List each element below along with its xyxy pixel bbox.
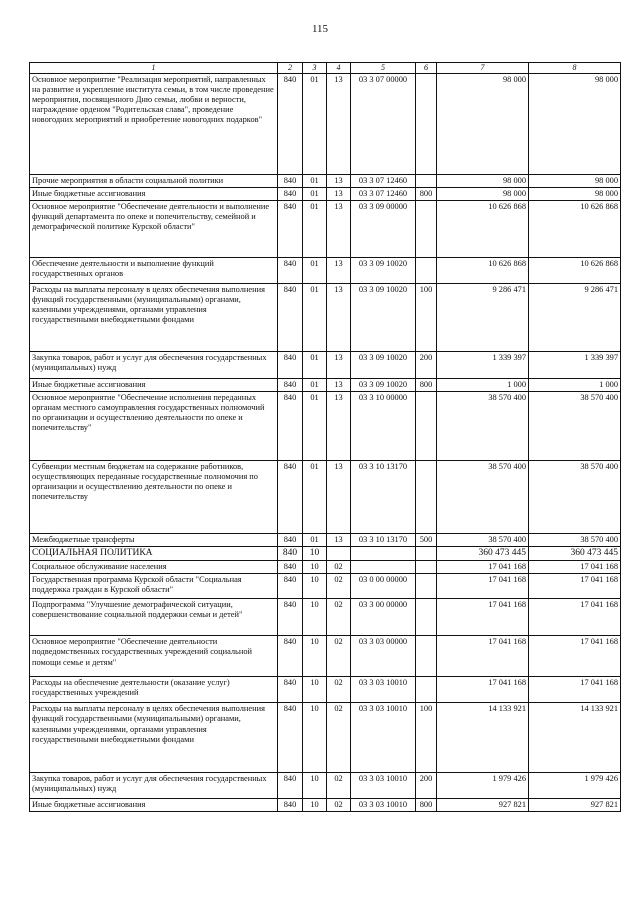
section-code: 01 xyxy=(303,283,327,351)
section-code: 01 xyxy=(303,351,327,378)
amount-column-8: 927 821 xyxy=(529,799,621,812)
row-name: Основное мероприятие "Реализация мероприятий, направленных на развитие и укрепление института семьи, в том числе проведение мероприятия, посвященного Дню семьи, любви и верности, награждение орденом "Родительская слава", проведение новогодних мероприятий и приобретение новогодних подарков" xyxy=(30,73,278,174)
section-code: 01 xyxy=(303,257,327,283)
target-article-code: 03 3 03 10010 xyxy=(351,773,416,799)
expense-type-code xyxy=(416,561,437,574)
grbs-code: 840 xyxy=(278,546,303,560)
budget-table xyxy=(29,62,621,812)
row-name: Прочие мероприятия в области социальной политики xyxy=(30,174,278,187)
grbs-code: 840 xyxy=(278,574,303,599)
row-name: Закупка товаров, работ и услуг для обеспечения государственных (муниципальных) нужд xyxy=(30,351,278,378)
section-code: 10 xyxy=(303,677,327,703)
subsection-code: 13 xyxy=(327,174,351,187)
section-code: 10 xyxy=(303,773,327,799)
expense-type-code: 800 xyxy=(416,187,437,200)
grbs-code: 840 xyxy=(278,73,303,174)
subsection-code: 02 xyxy=(327,677,351,703)
table-row xyxy=(30,677,621,703)
row-name: Основное мероприятие "Обеспечение деятельности и выполнение функций департамента по опеке и попечительству, семейной и демографической политике Курской области" xyxy=(30,200,278,257)
section-code: 01 xyxy=(303,378,327,391)
table-row xyxy=(30,187,621,200)
table-row xyxy=(30,73,621,174)
table-row xyxy=(30,378,621,391)
target-article-code: 03 3 10 13170 xyxy=(351,533,416,546)
header-row xyxy=(30,63,621,74)
amount-column-8: 1 979 426 xyxy=(529,773,621,799)
target-article-code: 03 3 10 00000 xyxy=(351,391,416,460)
subsection-code: 13 xyxy=(327,73,351,174)
subsection-code: 02 xyxy=(327,799,351,812)
row-name: Расходы на выплаты персоналу в целях обеспечения выполнения функций государственными (муниципальными) органами, казенными учреждениями, органами управления государственными внебюджетными фондами xyxy=(30,283,278,351)
grbs-code: 840 xyxy=(278,283,303,351)
column-header: 7 xyxy=(437,63,529,74)
table-row xyxy=(30,200,621,257)
subsection-code: 13 xyxy=(327,257,351,283)
target-article-code: 03 3 00 00000 xyxy=(351,599,416,636)
expense-type-code: 800 xyxy=(416,799,437,812)
row-name: Государственная программа Курской области "Социальная поддержка граждан в Курской области" xyxy=(30,574,278,599)
expense-type-code: 100 xyxy=(416,283,437,351)
amount-column-7: 98 000 xyxy=(437,174,529,187)
grbs-code: 840 xyxy=(278,200,303,257)
table-row xyxy=(30,561,621,574)
subsection-code: 13 xyxy=(327,200,351,257)
expense-type-code: 200 xyxy=(416,773,437,799)
target-article-code: 03 3 03 10010 xyxy=(351,677,416,703)
row-name: Межбюджетные трансферты xyxy=(30,533,278,546)
section-code: 01 xyxy=(303,533,327,546)
table-row xyxy=(30,799,621,812)
table-row xyxy=(30,533,621,546)
target-article-code: 03 3 10 13170 xyxy=(351,460,416,533)
expense-type-code xyxy=(416,460,437,533)
section-code: 10 xyxy=(303,799,327,812)
grbs-code: 840 xyxy=(278,599,303,636)
subsection-code: 02 xyxy=(327,703,351,773)
expense-type-code: 500 xyxy=(416,533,437,546)
expense-type-code xyxy=(416,574,437,599)
amount-column-7: 17 041 168 xyxy=(437,561,529,574)
amount-column-8: 17 041 168 xyxy=(529,677,621,703)
grbs-code: 840 xyxy=(278,378,303,391)
amount-column-8: 9 286 471 xyxy=(529,283,621,351)
target-article-code xyxy=(351,546,416,560)
target-article-code: 03 3 03 00000 xyxy=(351,636,416,677)
amount-column-7: 17 041 168 xyxy=(437,677,529,703)
amount-column-8: 1 000 xyxy=(529,378,621,391)
subsection-code: 13 xyxy=(327,533,351,546)
amount-column-8: 98 000 xyxy=(529,73,621,174)
grbs-code: 840 xyxy=(278,351,303,378)
amount-column-8: 1 339 397 xyxy=(529,351,621,378)
section-code: 10 xyxy=(303,546,327,560)
grbs-code: 840 xyxy=(278,391,303,460)
section-code: 10 xyxy=(303,636,327,677)
section-code: 01 xyxy=(303,391,327,460)
table-row xyxy=(30,351,621,378)
amount-column-8: 38 570 400 xyxy=(529,391,621,460)
expense-type-code xyxy=(416,200,437,257)
amount-column-8: 98 000 xyxy=(529,174,621,187)
amount-column-8: 17 041 168 xyxy=(529,599,621,636)
amount-column-7: 38 570 400 xyxy=(437,391,529,460)
expense-type-code xyxy=(416,174,437,187)
subsection-code: 13 xyxy=(327,378,351,391)
target-article-code: 03 3 03 10010 xyxy=(351,703,416,773)
table-row xyxy=(30,773,621,799)
table-row xyxy=(30,574,621,599)
column-header: 1 xyxy=(30,63,278,74)
subsection-code: 02 xyxy=(327,636,351,677)
row-name: Социальное обслуживание населения xyxy=(30,561,278,574)
page-number: 115 xyxy=(311,23,329,35)
row-name: Иные бюджетные ассигнования xyxy=(30,799,278,812)
amount-column-7: 10 626 868 xyxy=(437,257,529,283)
section-code: 01 xyxy=(303,174,327,187)
amount-column-7: 17 041 168 xyxy=(437,574,529,599)
subsection-code: 13 xyxy=(327,391,351,460)
subsection-code: 13 xyxy=(327,283,351,351)
table-row xyxy=(30,460,621,533)
table-row xyxy=(30,174,621,187)
grbs-code: 840 xyxy=(278,703,303,773)
column-header: 5 xyxy=(351,63,416,74)
target-article-code: 03 3 09 00000 xyxy=(351,200,416,257)
row-name: Иные бюджетные ассигнования xyxy=(30,187,278,200)
column-header: 2 xyxy=(278,63,303,74)
target-article-code: 03 3 09 10020 xyxy=(351,351,416,378)
amount-column-7: 360 473 445 xyxy=(437,546,529,560)
section-code: 10 xyxy=(303,561,327,574)
subsection-code: 13 xyxy=(327,460,351,533)
grbs-code: 840 xyxy=(278,677,303,703)
grbs-code: 840 xyxy=(278,561,303,574)
grbs-code: 840 xyxy=(278,257,303,283)
row-name: Закупка товаров, работ и услуг для обеспечения государственных (муниципальных) нужд xyxy=(30,773,278,799)
section-code: 01 xyxy=(303,460,327,533)
target-article-code xyxy=(351,561,416,574)
row-name: Обеспечение деятельности и выполнение функций государственных органов xyxy=(30,257,278,283)
grbs-code: 840 xyxy=(278,187,303,200)
amount-column-8: 38 570 400 xyxy=(529,533,621,546)
table-row xyxy=(30,703,621,773)
section-code: 10 xyxy=(303,574,327,599)
subsection-code xyxy=(327,546,351,560)
row-name: Расходы на выплаты персоналу в целях обеспечения выполнения функций государственными (муниципальными) органами, казенными учреждениями, органами управления государственными внебюджетными фондами xyxy=(30,703,278,773)
amount-column-8: 98 000 xyxy=(529,187,621,200)
subsection-code: 02 xyxy=(327,561,351,574)
grbs-code: 840 xyxy=(278,799,303,812)
expense-type-code xyxy=(416,73,437,174)
amount-column-7: 927 821 xyxy=(437,799,529,812)
amount-column-7: 1 339 397 xyxy=(437,351,529,378)
subsection-code: 02 xyxy=(327,599,351,636)
section-code: 01 xyxy=(303,73,327,174)
column-header: 4 xyxy=(327,63,351,74)
target-article-code: 03 3 03 10010 xyxy=(351,799,416,812)
target-article-code: 03 0 00 00000 xyxy=(351,574,416,599)
grbs-code: 840 xyxy=(278,533,303,546)
amount-column-8: 360 473 445 xyxy=(529,546,621,560)
table-row xyxy=(30,636,621,677)
column-header: 3 xyxy=(303,63,327,74)
row-name: Основное мероприятие "Обеспечение исполнения переданных органам местного самоуправления государственных полномочий по организации и осуществлению деятельности по опеке и попечительству" xyxy=(30,391,278,460)
table-row xyxy=(30,599,621,636)
table-row xyxy=(30,391,621,460)
target-article-code: 03 3 09 10020 xyxy=(351,378,416,391)
amount-column-8: 14 133 921 xyxy=(529,703,621,773)
table-row xyxy=(30,283,621,351)
target-article-code: 03 3 07 12460 xyxy=(351,187,416,200)
target-article-code: 03 3 09 10020 xyxy=(351,283,416,351)
amount-column-7: 1 000 xyxy=(437,378,529,391)
amount-column-7: 98 000 xyxy=(437,187,529,200)
row-name: СОЦИАЛЬНАЯ ПОЛИТИКА xyxy=(30,546,278,560)
expense-type-code xyxy=(416,391,437,460)
expense-type-code: 200 xyxy=(416,351,437,378)
expense-type-code xyxy=(416,257,437,283)
amount-column-8: 17 041 168 xyxy=(529,561,621,574)
amount-column-7: 17 041 168 xyxy=(437,599,529,636)
target-article-code: 03 3 07 00000 xyxy=(351,73,416,174)
table-row xyxy=(30,546,621,560)
amount-column-8: 10 626 868 xyxy=(529,257,621,283)
grbs-code: 840 xyxy=(278,174,303,187)
row-name: Иные бюджетные ассигнования xyxy=(30,378,278,391)
subsection-code: 13 xyxy=(327,187,351,200)
amount-column-7: 38 570 400 xyxy=(437,533,529,546)
row-name: Основное мероприятие "Обеспечение деятельности подведомственных государственных учреждений социальной помощи семье и детям" xyxy=(30,636,278,677)
row-name: Подпрограмма "Улучшение демографической ситуации, совершенствование социальной поддержки семьи и детей" xyxy=(30,599,278,636)
amount-column-7: 38 570 400 xyxy=(437,460,529,533)
row-name: Субвенции местным бюджетам на содержание работников, осуществляющих переданные государственные полномочия по организации и осуществлению деятельности по опеке и попечительству xyxy=(30,460,278,533)
amount-column-8: 17 041 168 xyxy=(529,574,621,599)
expense-type-code xyxy=(416,599,437,636)
amount-column-8: 17 041 168 xyxy=(529,636,621,677)
grbs-code: 840 xyxy=(278,460,303,533)
amount-column-7: 14 133 921 xyxy=(437,703,529,773)
section-code: 10 xyxy=(303,599,327,636)
amount-column-7: 17 041 168 xyxy=(437,636,529,677)
target-article-code: 03 3 09 10020 xyxy=(351,257,416,283)
subsection-code: 02 xyxy=(327,773,351,799)
amount-column-7: 98 000 xyxy=(437,73,529,174)
row-name: Расходы на обеспечение деятельности (оказание услуг) государственных учреждений xyxy=(30,677,278,703)
expense-type-code xyxy=(416,636,437,677)
subsection-code: 13 xyxy=(327,351,351,378)
table-body xyxy=(30,73,621,812)
amount-column-7: 10 626 868 xyxy=(437,200,529,257)
grbs-code: 840 xyxy=(278,636,303,677)
table-row xyxy=(30,257,621,283)
amount-column-8: 10 626 868 xyxy=(529,200,621,257)
expense-type-code: 800 xyxy=(416,378,437,391)
expense-type-code: 100 xyxy=(416,703,437,773)
subsection-code: 02 xyxy=(327,574,351,599)
amount-column-8: 38 570 400 xyxy=(529,460,621,533)
amount-column-7: 1 979 426 xyxy=(437,773,529,799)
target-article-code: 03 3 07 12460 xyxy=(351,174,416,187)
amount-column-7: 9 286 471 xyxy=(437,283,529,351)
grbs-code: 840 xyxy=(278,773,303,799)
section-code: 01 xyxy=(303,200,327,257)
expense-type-code xyxy=(416,677,437,703)
column-header: 6 xyxy=(416,63,437,74)
section-code: 01 xyxy=(303,187,327,200)
section-code: 10 xyxy=(303,703,327,773)
expense-type-code xyxy=(416,546,437,560)
column-header: 8 xyxy=(529,63,621,74)
